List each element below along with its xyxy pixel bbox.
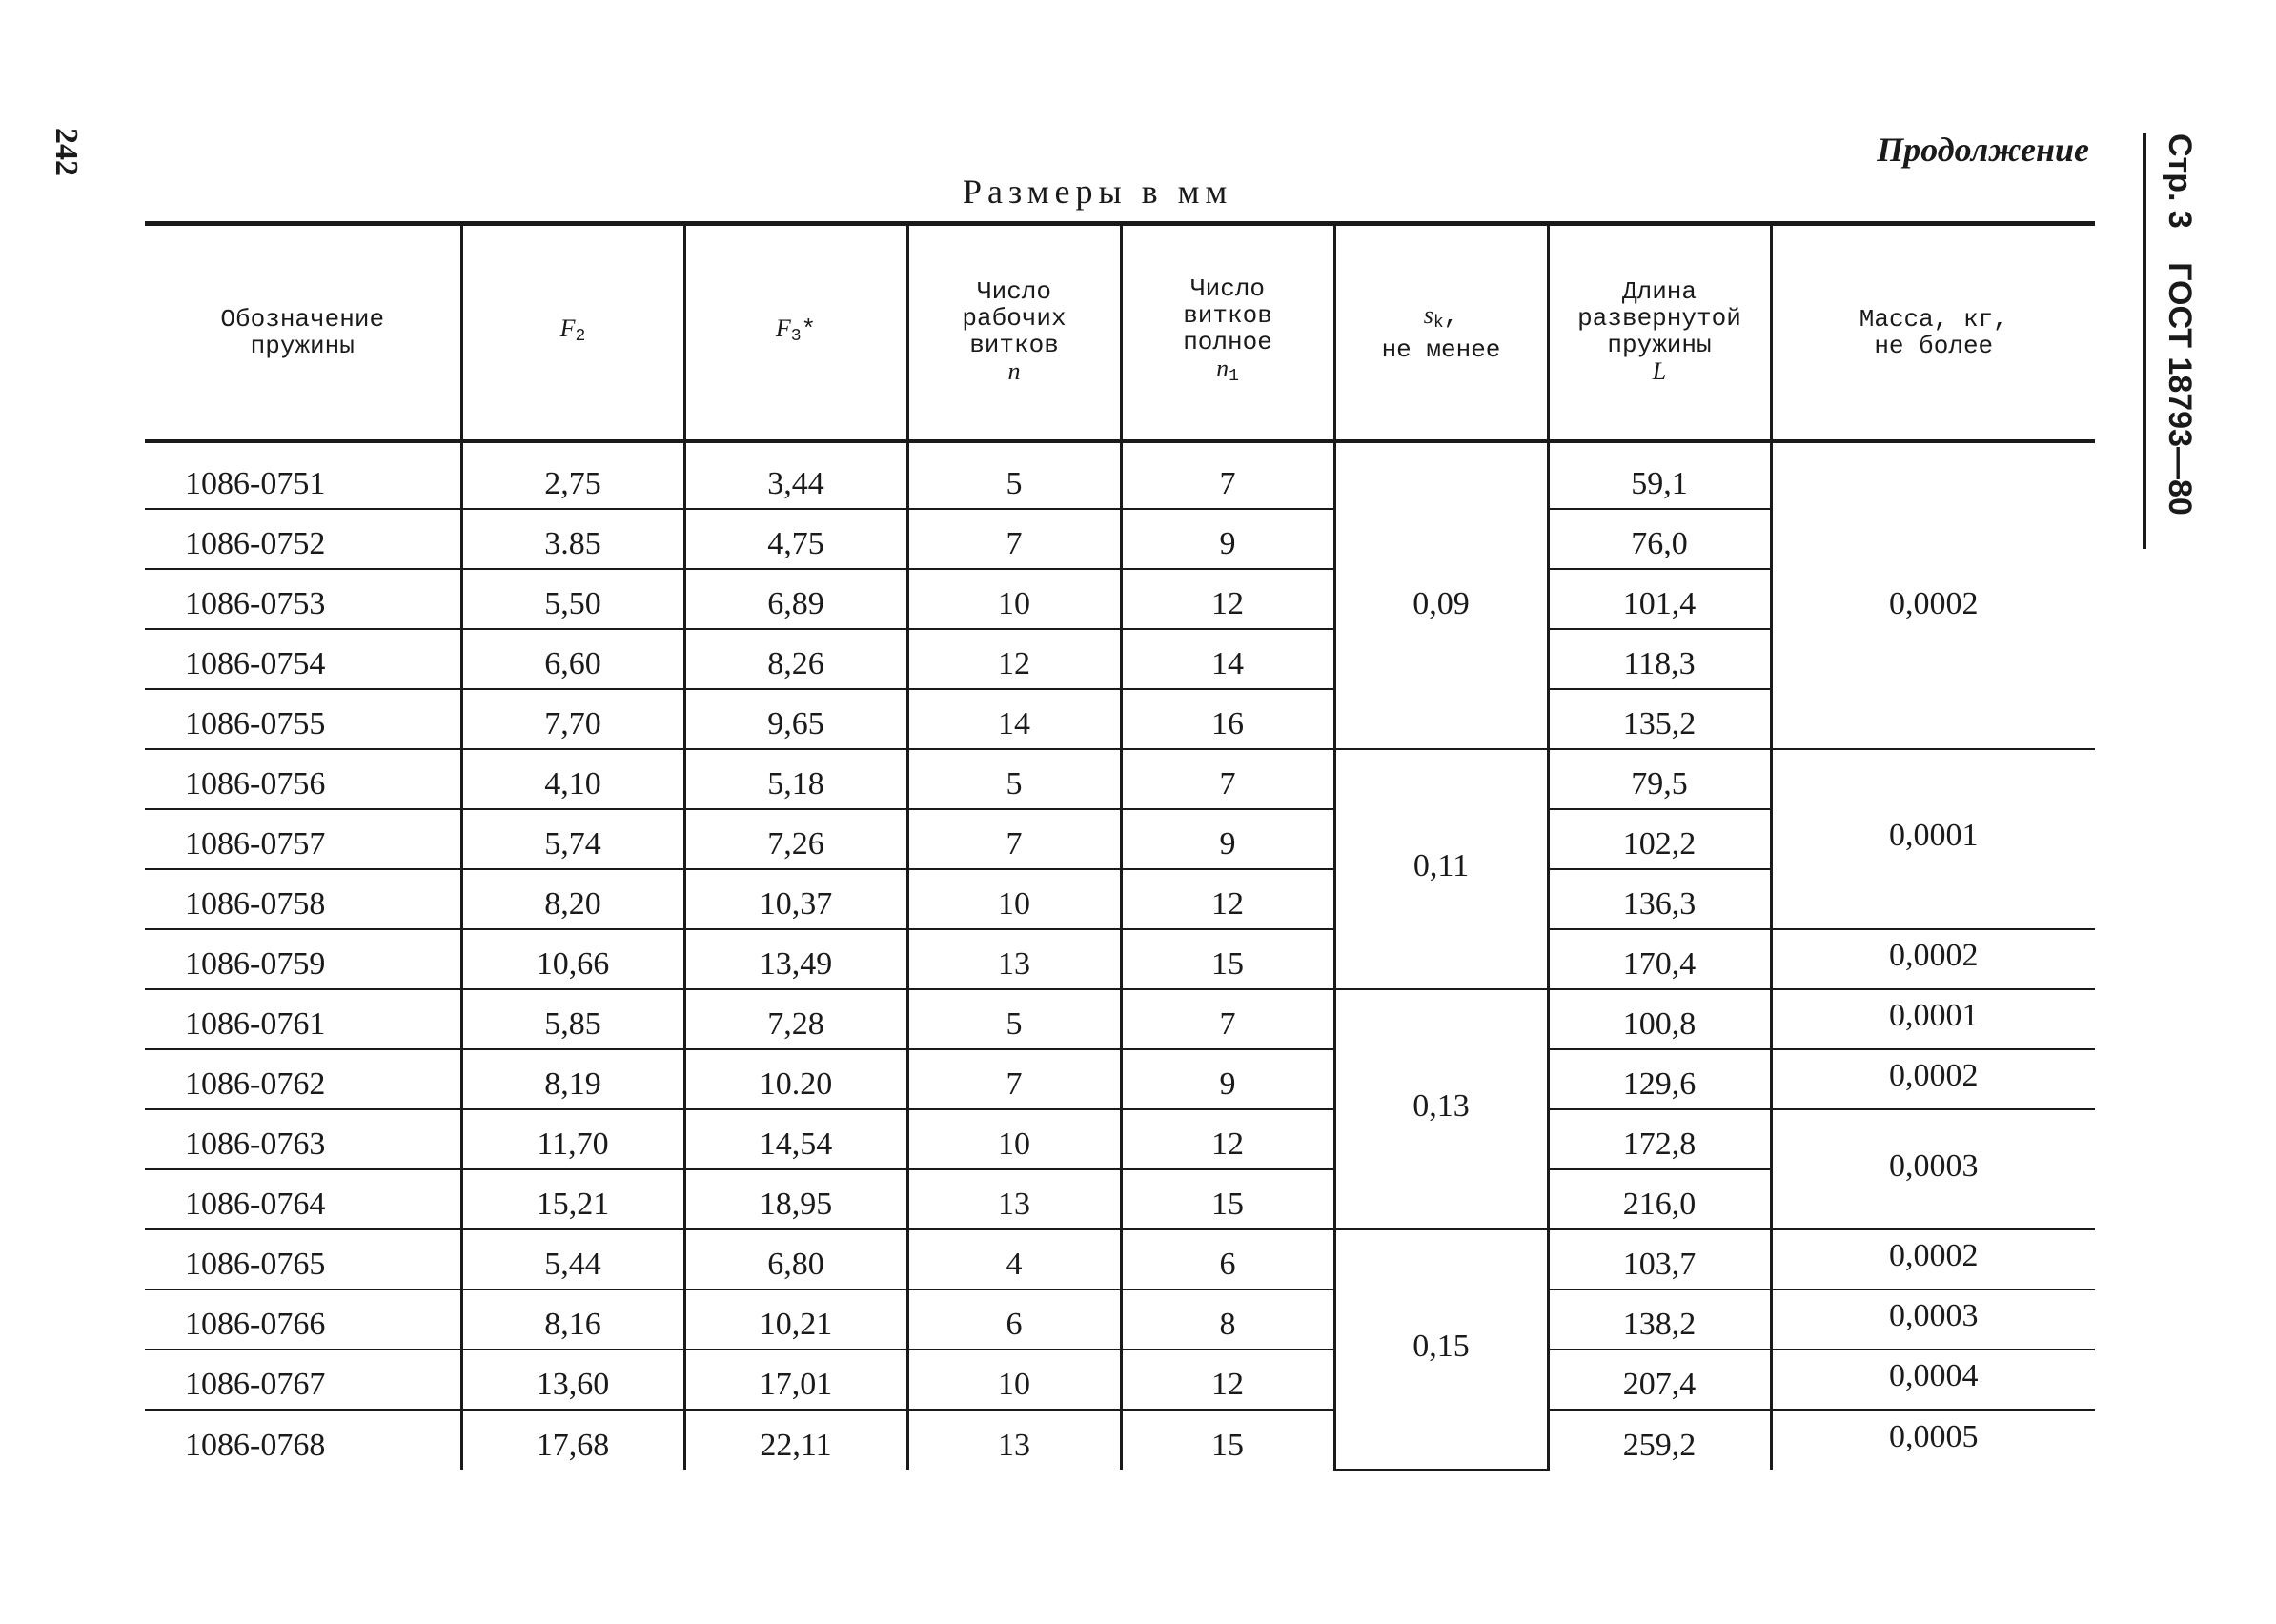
working-turns-value: 14 — [907, 689, 1121, 749]
standard-number: ГОСТ 18793—80 — [2162, 262, 2198, 516]
length-value: 102,2 — [1548, 809, 1771, 869]
working-turns-value: 5 — [907, 989, 1121, 1049]
total-turns-value: 15 — [1121, 929, 1334, 989]
length-value: 138,2 — [1548, 1289, 1771, 1350]
f2-value: 10,66 — [461, 929, 684, 989]
table-row — [145, 1109, 2095, 1169]
header-f2: $F_2$ — [461, 224, 684, 441]
working-turns-value: 7 — [907, 509, 1121, 569]
total-turns-value: 9 — [1121, 509, 1334, 569]
spring-designation: 1086-0751 — [145, 441, 461, 509]
table-row — [145, 1049, 2095, 1109]
f3-value: 7,28 — [684, 989, 907, 1049]
total-turns-value: 16 — [1121, 689, 1334, 749]
table-row — [145, 1229, 2095, 1289]
header-designation: Обозначение пружины — [145, 224, 461, 441]
spring-designation: 1086-0755 — [145, 689, 461, 749]
page-number: 242 — [49, 128, 84, 176]
length-value: 172,8 — [1548, 1109, 1771, 1169]
length-value: 59,1 — [1548, 441, 1771, 509]
length-value: 79,5 — [1548, 749, 1771, 809]
f3-value: 8,26 — [684, 629, 907, 689]
f3-value: 10.20 — [684, 1049, 907, 1109]
total-turns-value: 12 — [1121, 1109, 1334, 1169]
mass-value: 0,0003 — [1771, 1109, 2095, 1229]
table-row — [145, 1289, 2095, 1350]
f2-value: 4,10 — [461, 749, 684, 809]
length-value: 170,4 — [1548, 929, 1771, 989]
total-turns-value: 6 — [1121, 1229, 1334, 1289]
working-turns-value: 5 — [907, 749, 1121, 809]
spring-designation: 1086-0763 — [145, 1109, 461, 1169]
spring-designation: 1086-0754 — [145, 629, 461, 689]
length-value: 129,6 — [1548, 1049, 1771, 1109]
spring-designation: 1086-0762 — [145, 1049, 461, 1109]
f3-value: 14,54 — [684, 1109, 907, 1169]
side-header — [2161, 133, 2198, 540]
table-header-row — [145, 224, 2095, 441]
table-row — [145, 989, 2095, 1049]
spring-designation: 1086-0764 — [145, 1169, 461, 1229]
mass-value: 0,0005 — [1771, 1410, 2095, 1470]
total-turns-value: 15 — [1121, 1410, 1334, 1470]
total-turns-value: 12 — [1121, 1350, 1334, 1410]
working-turns-value: 7 — [907, 809, 1121, 869]
f2-value: 3.85 — [461, 509, 684, 569]
f3-value: 13,49 — [684, 929, 907, 989]
f3-value: 17,01 — [684, 1350, 907, 1410]
working-turns-value: 13 — [907, 929, 1121, 989]
f2-value: 13,60 — [461, 1350, 684, 1410]
total-turns-value: 7 — [1121, 749, 1334, 809]
f2-value: 17,68 — [461, 1410, 684, 1470]
working-turns-value: 6 — [907, 1289, 1121, 1350]
spring-designation: 1086-0758 — [145, 869, 461, 929]
f2-value: 7,70 — [461, 689, 684, 749]
f2-value: 5,85 — [461, 989, 684, 1049]
f2-value: 5,44 — [461, 1229, 684, 1289]
spring-designation: 1086-0766 — [145, 1289, 461, 1350]
header-working-turns: Число рабочих витков n — [907, 224, 1121, 441]
header-length: Длина развернутой пружины L — [1548, 224, 1771, 441]
table-row — [145, 929, 2095, 989]
total-turns-value: 9 — [1121, 1049, 1334, 1109]
working-turns-value: 10 — [907, 1350, 1121, 1410]
spring-designation: 1086-0756 — [145, 749, 461, 809]
total-turns-value: 8 — [1121, 1289, 1334, 1350]
spring-designation: 1086-0765 — [145, 1229, 461, 1289]
f2-value: 5,74 — [461, 809, 684, 869]
spring-designation: 1086-0753 — [145, 569, 461, 629]
working-turns-value: 7 — [907, 1049, 1121, 1109]
length-value: 136,3 — [1548, 869, 1771, 929]
f3-value: 6,89 — [684, 569, 907, 629]
working-turns-value: 10 — [907, 1109, 1121, 1169]
spring-designation: 1086-0761 — [145, 989, 461, 1049]
header-total-turns: Число витков полное $n_1$ — [1121, 224, 1334, 441]
sk-value: 0,09 — [1334, 441, 1548, 749]
length-value: 101,4 — [1548, 569, 1771, 629]
working-turns-value: 13 — [907, 1410, 1121, 1470]
total-turns-value: 7 — [1121, 989, 1334, 1049]
f3-value: 3,44 — [684, 441, 907, 509]
sk-value: 0,15 — [1334, 1229, 1548, 1470]
side-header-rule — [2143, 133, 2146, 549]
working-turns-value: 10 — [907, 869, 1121, 929]
spring-designation: 1086-0759 — [145, 929, 461, 989]
table-row — [145, 441, 2095, 509]
header-sk: $s_k$, не менее — [1334, 224, 1548, 441]
working-turns-value: 4 — [907, 1229, 1121, 1289]
sk-value: 0,11 — [1334, 749, 1548, 989]
spring-designation: 1086-0768 — [185, 1427, 326, 1463]
f2-value: 2,75 — [461, 441, 684, 509]
f2-value: 5,50 — [461, 569, 684, 629]
length-value: 100,8 — [1548, 989, 1771, 1049]
f3-value: 22,11 — [684, 1410, 907, 1470]
spring-designation: 1086-0752 — [145, 509, 461, 569]
continuation-label: Продолжение — [1877, 131, 2089, 169]
mass-value: 0,0001 — [1771, 989, 2095, 1049]
working-turns-value: 5 — [907, 441, 1121, 509]
f2-value: 6,60 — [461, 629, 684, 689]
mass-value: 0,0004 — [1771, 1350, 2095, 1410]
header-mass: Масса, кг, не более — [1771, 224, 2095, 441]
table-row — [145, 1350, 2095, 1410]
table-body — [145, 441, 2095, 1470]
length-value: 207,4 — [1548, 1350, 1771, 1410]
f3-value: 5,18 — [684, 749, 907, 809]
mass-value: 0,0002 — [1771, 441, 2095, 749]
f2-value: 8,19 — [461, 1049, 684, 1109]
total-turns-value: 9 — [1121, 809, 1334, 869]
total-turns-value: 14 — [1121, 629, 1334, 689]
f3-value: 9,65 — [684, 689, 907, 749]
f3-value: 10,21 — [684, 1289, 907, 1350]
f2-value: 15,21 — [461, 1169, 684, 1229]
header-f3: $F_3*$ — [684, 224, 907, 441]
spring-table — [145, 221, 2095, 1471]
length-value: 76,0 — [1548, 509, 1771, 569]
sk-value: 0,13 — [1334, 989, 1548, 1229]
total-turns-value: 7 — [1121, 441, 1334, 509]
f3-value: 4,75 — [684, 509, 907, 569]
f2-value: 11,70 — [461, 1109, 684, 1169]
table-row — [145, 1410, 2095, 1470]
f3-value: 10,37 — [684, 869, 907, 929]
f3-value: 6,80 — [684, 1229, 907, 1289]
length-value: 135,2 — [1548, 689, 1771, 749]
length-value: 118,3 — [1548, 629, 1771, 689]
working-turns-value: 12 — [907, 629, 1121, 689]
mass-value: 0,0002 — [1771, 1229, 2095, 1289]
length-value: 216,0 — [1548, 1169, 1771, 1229]
f3-value: 18,95 — [684, 1169, 907, 1229]
side-page-number: Стр. 3 — [2162, 133, 2198, 229]
f3-value: 7,26 — [684, 809, 907, 869]
f2-value: 8,20 — [461, 869, 684, 929]
working-turns-value: 10 — [907, 569, 1121, 629]
f2-value: 8,16 — [461, 1289, 684, 1350]
total-turns-value: 12 — [1121, 869, 1334, 929]
working-turns-value: 13 — [907, 1169, 1121, 1229]
total-turns-value: 12 — [1121, 569, 1334, 629]
mass-value: 0,0002 — [1771, 929, 2095, 989]
mass-value: 0,0003 — [1771, 1289, 2095, 1350]
total-turns-value: 15 — [1121, 1169, 1334, 1229]
length-value: 259,2 — [1548, 1410, 1771, 1470]
spring-designation: 1086-0767 — [145, 1350, 461, 1410]
table-row — [145, 749, 2095, 809]
length-value: 103,7 — [1548, 1229, 1771, 1289]
mass-value: 0,0002 — [1771, 1049, 2095, 1109]
units-caption: Размеры в мм — [963, 173, 1233, 211]
mass-value: 0,0001 — [1771, 749, 2095, 929]
spring-designation: 1086-0757 — [145, 809, 461, 869]
